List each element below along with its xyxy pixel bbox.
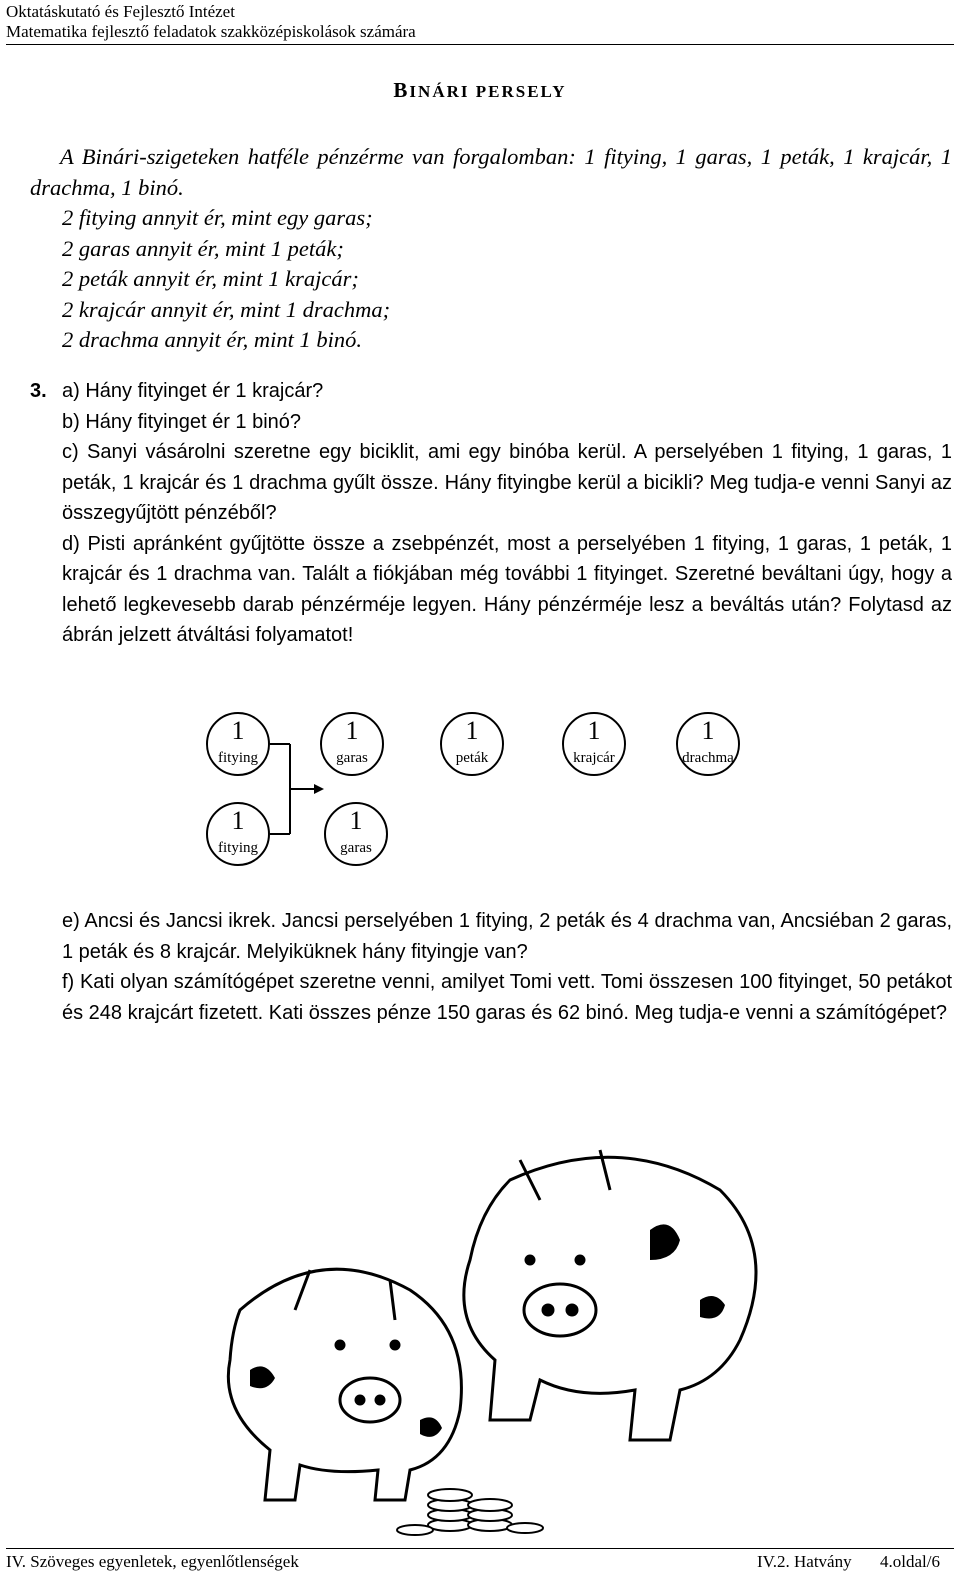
footer-page-number: 4.oldal/6: [880, 1552, 940, 1571]
coin-petak: 1 peták: [440, 712, 504, 776]
rule-line: 2 garas annyit ér, mint 1 peták;: [62, 235, 344, 261]
page-title: BINÁRI PERSELY: [393, 78, 567, 102]
coin-fitying: 1 fitying: [206, 802, 270, 866]
tasks-block-2: [62, 906, 952, 1028]
rule-line: 2 peták annyit ér, mint 1 krajcár;: [62, 266, 359, 291]
task-d: d) Pisti apránként gyűjtötte össze a zsebpénzét, most a perselyében 1 fitying, 1 garas, 1 peták, 1 krajcár és 1 drachma van. Talált a fiókjában még további 1 fityinget. Szeretné beváltani úgy, hogy a lehető legkevesebb darab pénzérméje legyen. Hány pénzérméje lesz a beváltás után? Folytasd az ábrán jelzett átváltási folyamatot!: [62, 532, 952, 646]
rule-line: 2 fitying annyit ér, mint egy garas;: [62, 205, 373, 230]
rule-line: 2 krajcár annyit ér, mint 1 drachma;: [62, 296, 391, 322]
task-f: f) Kati olyan számítógépet szeretne venni, amilyet Tomi vett. Tomi összesen 100 fityinget, 50 petákot és 248 krajcárt fizetett. Kati összes pénze 150 garas és 62 binó. Meg tudja-e venni a számítógépet?: [62, 971, 952, 1024]
task-number: 3.: [30, 380, 47, 402]
coin-drachma: 1 drachma: [676, 712, 740, 776]
task-b: b) Hány fityinget ér 1 binó?: [62, 410, 302, 433]
task-a: a) Hány fityinget ér 1 krajcár?: [62, 380, 324, 402]
footer-rule: [6, 1548, 954, 1549]
footer-chapter: IV. Szöveges egyenletek, egyenlőtlenségek: [6, 1552, 299, 1571]
piggy-banks-illustration: [180, 1120, 780, 1540]
task-c: c) Sanyi vásárolni szeretne egy biciklit, ami egy binóba kerül. A perselyében 1 fitying, 1 garas, 1 peták, 1 krajcár és 1 drachma gyűlt össze. Hány fityingbe kerül a bicikli? Meg tudja-e venni Sanyi az összegyűjtött pénzéből?: [62, 441, 952, 524]
footer-section: IV.2. Hatvány: [757, 1552, 852, 1571]
coin-garas: 1 garas: [324, 802, 388, 866]
intro-lead: A Binári-szigeteken hatféle pénzérme van forgalomban: 1 fitying, 1 garas, 1 peták, 1 krajcár, 1 drachma, 1 binó.: [30, 144, 952, 200]
header-subtitle: Matematika fejlesztő feladatok szakközépiskolások számára: [6, 22, 416, 41]
header-institute: Oktatáskutató és Fejlesztő Intézet: [6, 2, 235, 21]
coin-fitying: 1 fitying: [206, 712, 270, 776]
rule-line: 2 drachma annyit ér, mint 1 binó.: [62, 327, 362, 352]
coin-krajcar: 1 krajcár: [562, 712, 626, 776]
task-e: e) Ancsi és Jancsi ikrek. Jancsi perselyében 1 fitying, 2 peták és 4 drachma van, Ancsiéban 2 garas, 1 peták és 8 krajcár. Melyiküknek hány fityingje van?: [62, 910, 952, 963]
coin-garas: 1 garas: [320, 712, 384, 776]
